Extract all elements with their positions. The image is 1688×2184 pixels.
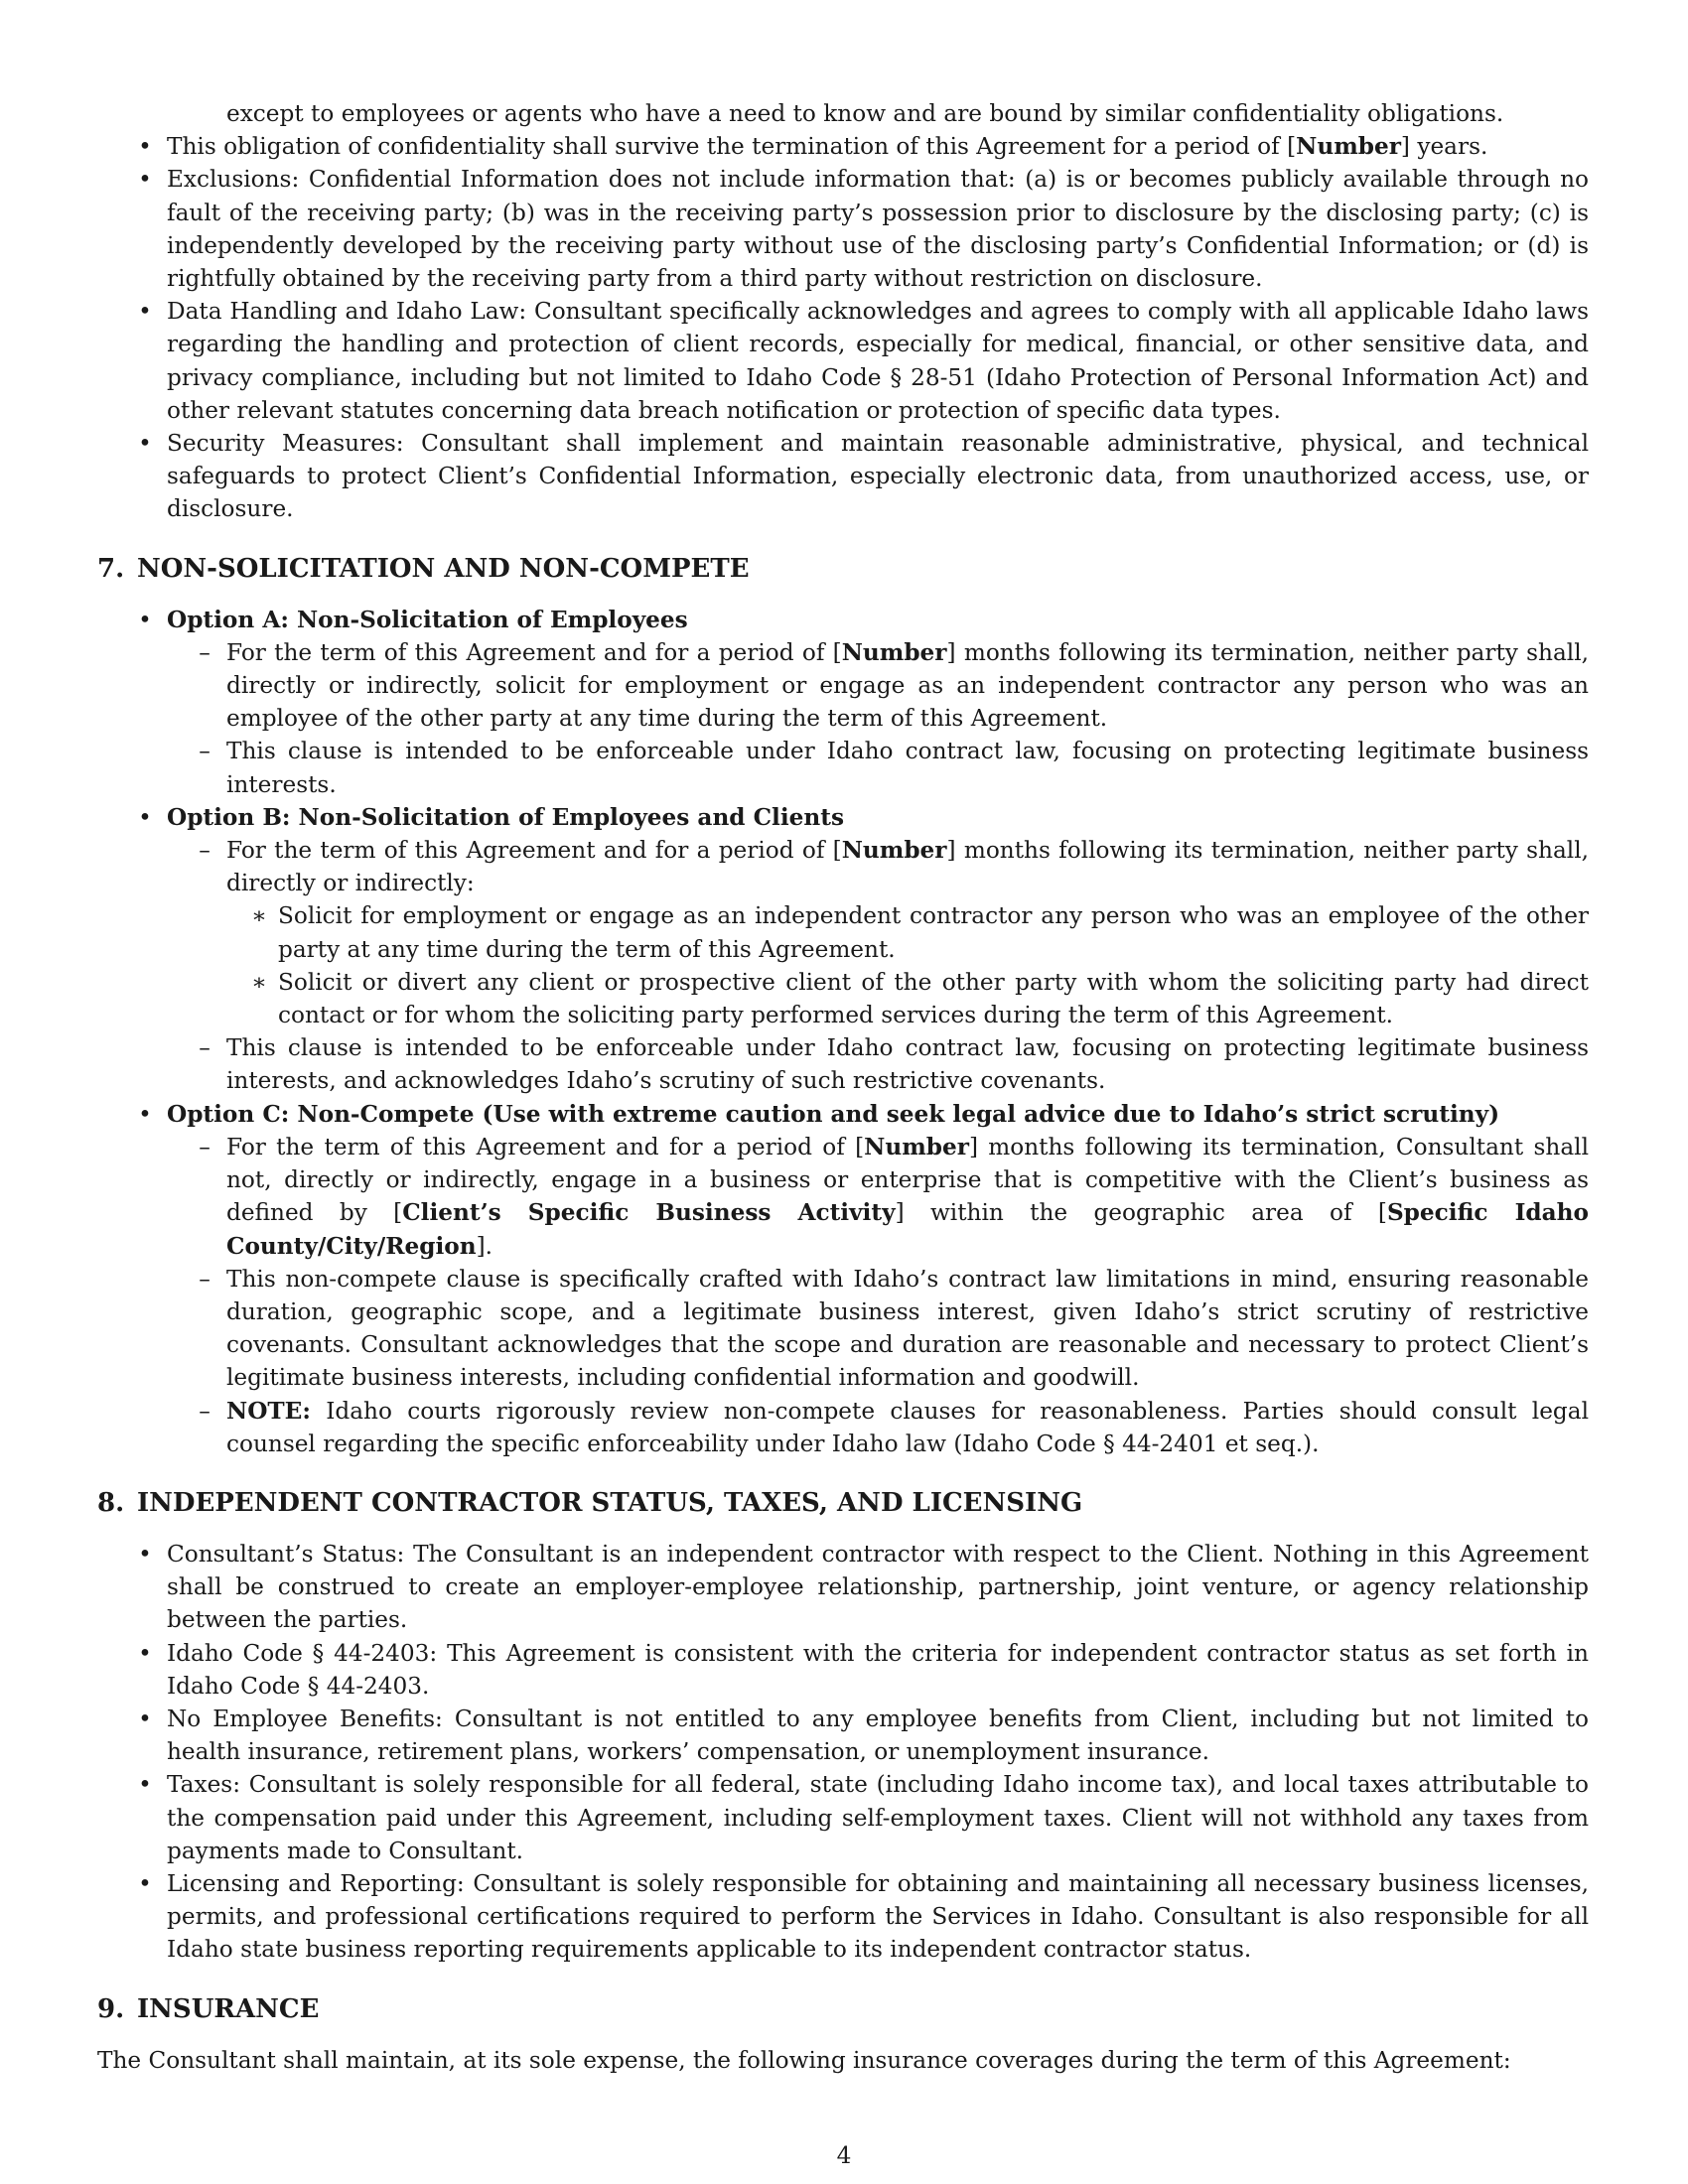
bullet-marker: • — [138, 1869, 152, 1897]
list-item: • Data Handling and Idaho Law: Consultant specifically acknowledges and agrees to comply with all applicable Idaho laws regarding the handling and protection of client records, especially for medical, financial, or other sensitive data, and privacy compliance, including but not limited to Idaho Code § 28-51 (Idaho Protection of Personal Information Act) and other relevant statutes concerning data breach notification or protection of specific data types. — [97, 295, 1589, 427]
dash-marker: – — [199, 1265, 211, 1293]
bullet-marker: • — [138, 1771, 152, 1799]
document-page — [97, 97, 1589, 2077]
bullet-marker: • — [138, 1540, 152, 1568]
bullet-marker: • — [138, 1100, 152, 1128]
list-item: – This clause is intended to be enforceable under Idaho contract law, focusing on protecting legitimate business interests. — [97, 735, 1589, 800]
dash-marker: – — [199, 1397, 211, 1425]
section-heading-8: 8. INDEPENDENT CONTRACTOR STATUS, TAXES, AND LICENSING — [97, 1487, 1083, 1518]
section-9-intro: The Consultant shall maintain, at its sole expense, the following insurance coverages during the term of this Agreement: — [97, 2046, 1511, 2074]
dash-marker: – — [199, 1133, 211, 1160]
list-item: ∗ Solicit for employment or engage as an independent contractor any person who was an employee of the other party at any time during the term of this Agreement. — [97, 899, 1589, 965]
option-a — [97, 604, 1589, 636]
dash-marker: – — [199, 738, 211, 765]
option-title: Option C: Non-Compete (Use with extreme caution and seek legal advice due to Idaho’s strict scrutiny) — [167, 1100, 1500, 1128]
list-item: • Idaho Code § 44-2403: This Agreement is consistent with the criteria for independent contractor status as set forth in Idaho Code § 44-2403. — [97, 1637, 1589, 1703]
list-item: • Consultant’s Status: The Consultant is an independent contractor with respect to the Client. Nothing in this Agreement shall be construed to create an employer-employee relationship, partnership, joint venture, or agency relationship between the parties. — [97, 1538, 1589, 1637]
bullet-marker: • — [138, 1639, 152, 1667]
bullet-marker: • — [138, 1705, 152, 1732]
list-item: • Security Measures: Consultant shall implement and maintain reasonable administrative, physical, and technical safeguards to protect Client’s Confidential Information, especially electronic data, from unauthorized access, use, or disclosure. — [97, 427, 1589, 526]
section-heading-9: 9. INSURANCE — [97, 1993, 320, 2024]
confidentiality-list — [97, 130, 1589, 525]
list-item: • Licensing and Reporting: Consultant is solely responsible for obtaining and maintaining all necessary business licenses, permits, and professional certifications required to perform the Services in Idaho. Consultant is also responsible for all Idaho state business reporting requirements applicable to its independent contractor status. — [97, 1867, 1589, 1967]
star-marker: ∗ — [251, 902, 267, 930]
bullet-marker: • — [138, 606, 152, 633]
option-b — [97, 801, 1589, 834]
option-title: Option B: Non-Solicitation of Employees and Clients — [167, 803, 845, 831]
continued-line: except to employees or agents who have a need to know and are bound by similar confidentiality obligations. — [226, 100, 1504, 127]
list-item: • Exclusions: Confidential Information does not include information that: (a) is or becomes publicly available through no fault of the receiving party; (b) was in the receiving party’s possession prior to disclosure by the disclosing party; (c) is independently developed by the receiving party without use of the disclosing party’s Confidential Information; or (d) is rightfully obtained by the receiving party from a third party without restriction on disclosure. — [97, 163, 1589, 295]
section-heading-7: 7. NON-SOLICITATION AND NON-COMPETE — [97, 553, 750, 584]
section-8-list — [97, 1538, 1589, 1967]
page-number: 4 — [836, 2142, 852, 2169]
list-item: – NOTE: Idaho courts rigorously review non-compete clauses for reasonableness. Parties should consult legal counsel regarding the specific enforceability under Idaho law (Idaho Code § 44-2401 et seq.). — [97, 1395, 1589, 1460]
dash-marker: – — [199, 638, 211, 666]
list-item: – For the term of this Agreement and for a period of [Number] months following its termination, neither party shall, directly or indirectly, solicit for employment or engage as an independent contractor any person who was an employee of the other party at any time during the term of this Agreement. — [97, 636, 1589, 736]
note-label: NOTE: — [226, 1397, 311, 1425]
bullet-marker: • — [138, 430, 152, 458]
list-item: – For the term of this Agreement and for a period of [Number] months following its termination, Consultant shall not, directly or indirectly, engage in a business or enterprise that is competitive with the Client’s business as defined by [Client’s Specific Business Activity] within the geographic area of [Specific Idaho County/City/Region]. — [97, 1131, 1589, 1263]
bullet-marker: • — [138, 133, 152, 161]
dash-marker: – — [199, 837, 211, 865]
star-marker: ∗ — [251, 968, 267, 996]
list-item: • This obligation of confidentiality shall survive the termination of this Agreement for a period of [Number] years. — [97, 130, 1589, 163]
bullet-marker: • — [138, 298, 152, 326]
list-item: – For the term of this Agreement and for a period of [Number] months following its termination, neither party shall, directly or indirectly: — [97, 834, 1589, 899]
dash-marker: – — [199, 1034, 211, 1062]
list-item: – This non-compete clause is specifically crafted with Idaho’s contract law limitations in mind, ensuring reasonable duration, geographic scope, and a legitimate business interest, given Idaho’s strict scrutiny of restrictive covenants. Consultant acknowledges that the scope and duration are reasonable and necessary to protect Client’s legitimate business interests, including confidential information and goodwill. — [97, 1263, 1589, 1395]
list-item: • Taxes: Consultant is solely responsible for all federal, state (including Idaho income tax), and local taxes attributable to the compensation paid under this Agreement, including self-employment taxes. Client will not withhold any taxes from payments made to Consultant. — [97, 1768, 1589, 1867]
section-7-options — [97, 604, 1589, 1460]
list-item: – This clause is intended to be enforceable under Idaho contract law, focusing on protecting legitimate business interests, and acknowledges Idaho’s scrutiny of such restrictive covenants. — [97, 1031, 1589, 1097]
list-item: ∗ Solicit or divert any client or prospective client of the other party with whom the soliciting party had direct contact or for whom the soliciting party performed services during the term of this Agreement. — [97, 966, 1589, 1031]
list-item: • No Employee Benefits: Consultant is not entitled to any employee benefits from Client, including but not limited to health insurance, retirement plans, workers’ compensation, or unemployment insurance. — [97, 1703, 1589, 1768]
option-c — [97, 1098, 1589, 1131]
bullet-marker: • — [138, 166, 152, 194]
option-title: Option A: Non-Solicitation of Employees — [167, 606, 688, 633]
bullet-marker: • — [138, 803, 152, 831]
